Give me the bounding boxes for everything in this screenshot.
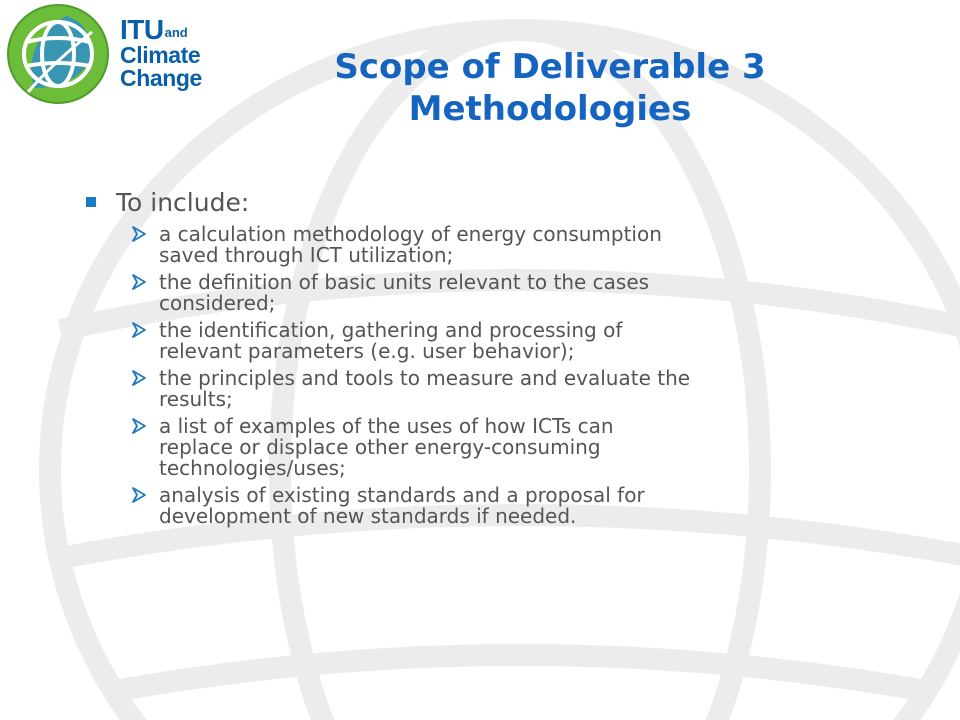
logo-change-text: Change <box>120 65 202 91</box>
bullet-item <box>84 485 884 527</box>
itu-climate-change-logo <box>4 2 214 106</box>
bullet-item-line: analysis of existing standards and a proposal for <box>159 483 645 507</box>
bullet-item <box>84 320 884 362</box>
bullet-item-line: replace or displace other energy-consuming <box>159 435 601 459</box>
slide-title-line1: Scope of Deliverable 3 <box>334 47 766 87</box>
arrow-bullet-icon <box>132 370 146 386</box>
slide-title <box>230 46 870 130</box>
bullet-item <box>84 416 884 479</box>
bullet-item-line: technologies/uses; <box>159 456 346 480</box>
bullet-item-line: the definition of basic units relevant to the cases <box>159 270 650 294</box>
logo-wordmark <box>120 16 202 90</box>
bullet-item-line: a list of examples of the uses of how ICTs can <box>159 414 614 438</box>
slide-title-line2: Methodologies <box>408 89 692 129</box>
bullet-item <box>84 272 884 314</box>
logo-climate-text: Climate <box>120 42 201 68</box>
itu-globe-leaf-emblem-icon <box>4 2 112 106</box>
arrow-bullet-icon <box>132 322 146 338</box>
bullet-item-line: development of new standards if needed. <box>159 504 577 528</box>
bullet-heading: To include: <box>116 188 250 217</box>
arrow-bullet-icon <box>132 274 146 290</box>
bullet-item-line: relevant parameters (e.g. user behavior); <box>159 339 575 363</box>
arrow-bullet-icon <box>132 226 146 242</box>
bullet-level1 <box>84 186 884 220</box>
slide-body <box>84 186 884 533</box>
bullet-item-line: saved through ICT utilization; <box>159 243 454 267</box>
bullet-item-line: a calculation methodology of energy consumption <box>159 222 662 246</box>
logo-and-text: and <box>164 25 188 40</box>
bullet-item-line: the principles and tools to measure and evaluate the <box>159 366 691 390</box>
bullet-item-line: results; <box>159 387 233 411</box>
square-bullet-icon <box>86 197 96 207</box>
arrow-bullet-icon <box>132 418 146 434</box>
bullet-item-line: the identification, gathering and processing of <box>159 318 623 342</box>
arrow-bullet-icon <box>132 487 146 503</box>
bullet-item-line: considered; <box>159 291 276 315</box>
logo-itu-text: ITU <box>120 14 164 45</box>
bullet-item <box>84 224 884 266</box>
bullet-item <box>84 368 884 410</box>
